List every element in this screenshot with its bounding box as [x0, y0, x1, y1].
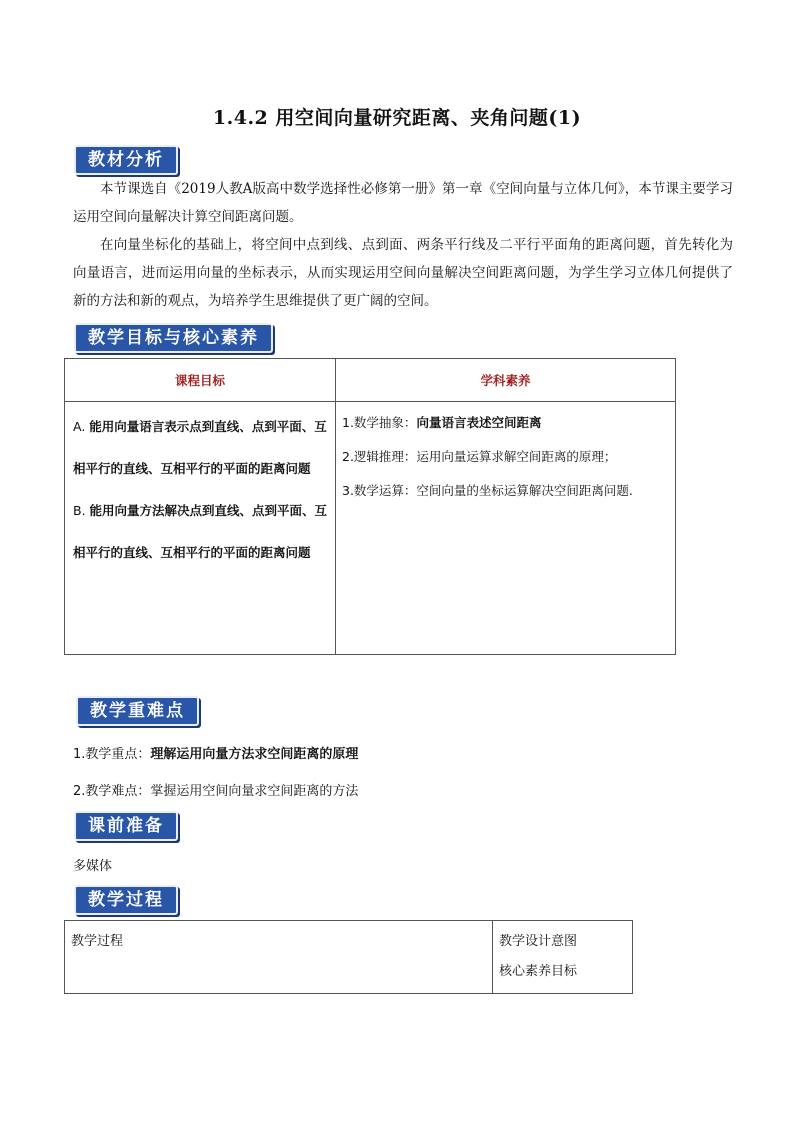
process-header-process: 教学过程	[65, 921, 493, 994]
key-point-text: 理解运用向量方法求空间距离的原理	[150, 747, 359, 762]
key-point-prefix: 1.教学重点：	[73, 747, 151, 762]
goals-header-literacy: 学科素养	[336, 359, 676, 402]
goals-table	[64, 358, 676, 655]
course-goal-b	[73, 490, 331, 574]
process-intent-line-2: 核心素养目标	[499, 964, 578, 979]
course-goal-a-text: 能用向量语言表示点到直线、点到平面、互相平行的直线、互相平行的平面的距离问题	[73, 419, 327, 476]
goals-header-course: 课程目标	[65, 359, 336, 402]
literacy-item-3: 3.数学运算：空间向量的坐标运算解决空间距离问题.	[342, 483, 633, 498]
course-goals-cell	[65, 402, 336, 655]
process-table	[64, 920, 633, 994]
difficult-point: 2.教学难点：掌握运用空间向量求空间距离的方法	[73, 784, 359, 799]
course-goal-b-text: 能用向量方法解决点到直线、点到平面、互相平行的直线、互相平行的平面的距离问题	[73, 503, 328, 560]
literacy-cell	[336, 402, 676, 655]
course-goal-b-prefix: B.	[73, 503, 86, 518]
section-badge-analysis: 教材分析	[74, 145, 178, 175]
section-badge-process: 教学过程	[74, 885, 178, 915]
course-goal-a-prefix: A.	[73, 419, 86, 434]
literacy-item-1	[342, 406, 669, 440]
literacy-item-1-prefix: 1.数学抽象：	[342, 415, 417, 430]
section-badge-prep: 课前准备	[74, 811, 178, 841]
section-badge-keypoints: 教学重难点	[76, 696, 199, 726]
analysis-paragraph-1: 本节课选自《2019人教A版高中数学选择性必修第一册》第一章《空间向量与立体几何》，本节课主要学习运用空间向量解决计算空间距离问题。	[73, 181, 733, 225]
key-point	[73, 743, 358, 762]
process-header-intent	[493, 921, 633, 994]
process-intent-line-1: 教学设计意图	[499, 934, 578, 949]
analysis-paragraph-2: 在向量坐标化的基础上，将空间中点到线、点到面、两条平行线及二平行平面角的距离问题，首先转化为向量语言，进而运用向量的坐标表示，从而实现运用空间向量解决空间距离问题，为学生学习立体几何提供了新的方法和新的观点，为培养学生思维提供了更广阔的空间。	[73, 237, 733, 309]
page-title: 1.4.2 用空间向量研究距离、夹角问题(1)	[212, 107, 582, 129]
section-badge-goals: 教学目标与核心素养	[74, 323, 273, 353]
prep-text: 多媒体	[73, 859, 113, 874]
literacy-item-1-text: 向量语言表述空间距离	[416, 415, 542, 430]
course-goal-a	[73, 406, 331, 490]
literacy-item-2: 2.逻辑推理：运用向量运算求解空间距离的原理；	[342, 449, 617, 464]
